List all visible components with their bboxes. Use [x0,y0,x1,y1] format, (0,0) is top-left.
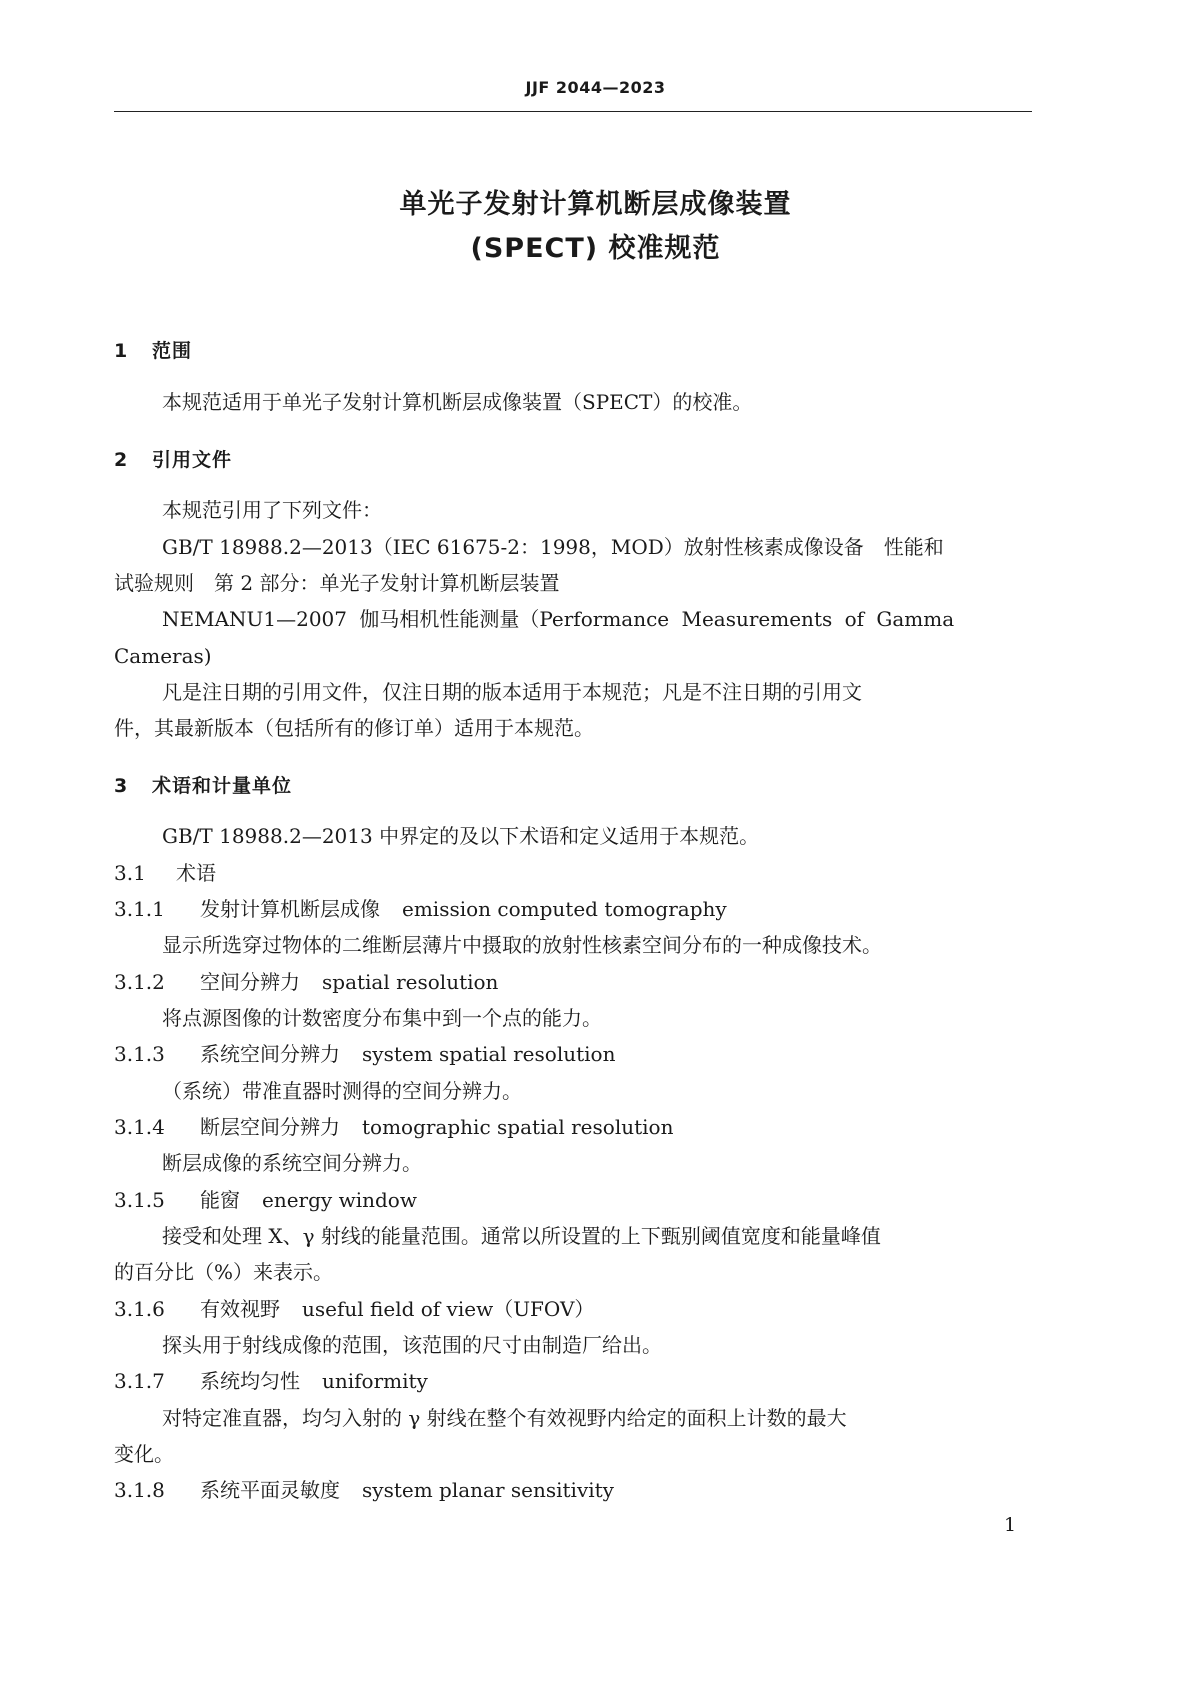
section-number: 1 [114,340,129,362]
term-en: uniformity [322,1369,428,1393]
term-zh: 发射计算机断层成像 [200,897,380,921]
definition: 探头用于射线成像的范围，该范围的尺寸由制造厂给出。 [162,1333,662,1357]
paragraph: GB/T 18988.2—2013 中界定的及以下术语和定义适用于本规范。 [162,824,760,848]
paragraph: 本规范适用于单光子发射计算机断层成像装置（SPECT）的校准。 [162,390,753,414]
term-zh: 系统均匀性 [200,1369,300,1393]
page-number: 1 [1004,1514,1017,1536]
section-title: 术语和计量单位 [152,775,293,797]
definition: 的百分比（%）来表示。 [114,1260,334,1284]
section-number: 2 [114,449,129,471]
definition: （系统）带准直器时测得的空间分辨力。 [162,1079,522,1103]
term-zh: 有效视野 [200,1297,280,1321]
term-zh: 系统空间分辨力 [200,1042,340,1066]
term-number: 3.1.5 [114,1188,165,1212]
document-title-line2: (SPECT) 校准规范 [470,233,721,264]
definition: 断层成像的系统空间分辨力。 [162,1151,422,1175]
definition: 变化。 [114,1442,174,1466]
term-number: 3.1.1 [114,897,165,921]
term-zh: 空间分辨力 [200,970,300,994]
term-number: 3.1.2 [114,970,165,994]
term-3-1-8 [114,1478,614,1502]
paragraph: 件，其最新版本（包括所有的修订单）适用于本规范。 [114,716,594,740]
reference-line: GB/T 18988.2—2013（IEC 61675-2：1998，MOD）放射性核素成像设备 性能和 [162,535,944,559]
definition: 将点源图像的计数密度分布集中到一个点的能力。 [162,1006,602,1030]
reference-line: Cameras) [114,644,212,668]
section-3-heading [114,771,292,798]
reference-line: 试验规则 第 2 部分：单光子发射计算机断层装置 [114,571,560,595]
section-1-heading [114,336,192,363]
subsection-heading [114,861,216,885]
definition: 接受和处理 X、γ 射线的能量范围。通常以所设置的上下甄别阈值宽度和能量峰值 [162,1224,881,1248]
term-number: 3.1.8 [114,1478,165,1502]
header-rule [114,111,1032,112]
term-3-1-7 [114,1369,428,1393]
term-zh: 系统平面灵敏度 [200,1478,340,1502]
term-en: system spatial resolution [362,1042,616,1066]
subsection-title: 术语 [176,861,216,885]
term-en: emission computed tomography [402,897,727,921]
document-title-line1: 单光子发射计算机断层成像装置 [399,189,792,220]
term-3-1-6 [114,1297,594,1321]
reference-line: NEMANU1—2007 伽马相机性能测量（Performance Measurements of Gamma [162,607,955,631]
paragraph: 本规范引用了下列文件： [162,498,382,522]
term-en: tomographic spatial resolution [362,1115,674,1139]
term-3-1-4 [114,1115,673,1139]
definition: 显示所选穿过物体的二维断层薄片中摄取的放射性核素空间分布的一种成像技术。 [162,933,882,957]
term-zh: 能窗 [200,1188,240,1212]
definition: 对特定准直器，均匀入射的 γ 射线在整个有效视野内给定的面积上计数的最大 [162,1406,847,1430]
term-number: 3.1.3 [114,1042,165,1066]
subsection-number: 3.1 [114,861,146,885]
paragraph: 凡是注日期的引用文件，仅注日期的版本适用于本规范；凡是不注日期的引用文 [162,680,862,704]
term-number: 3.1.6 [114,1297,165,1321]
term-en: system planar sensitivity [362,1478,614,1502]
section-number: 3 [114,775,129,797]
term-3-1-2 [114,970,498,994]
term-zh: 断层空间分辨力 [200,1115,340,1139]
section-title: 引用文件 [152,449,233,471]
term-en: energy window [262,1188,417,1212]
term-en: spatial resolution [322,970,499,994]
term-number: 3.1.4 [114,1115,165,1139]
section-2-heading [114,445,232,472]
term-number: 3.1.7 [114,1369,165,1393]
section-title: 范围 [152,340,193,362]
term-3-1-3 [114,1042,615,1066]
term-en: useful field of view（UFOV） [302,1297,595,1321]
document-code: JJF 2044—2023 [525,78,666,97]
term-3-1-1 [114,897,727,921]
term-3-1-5 [114,1188,417,1212]
